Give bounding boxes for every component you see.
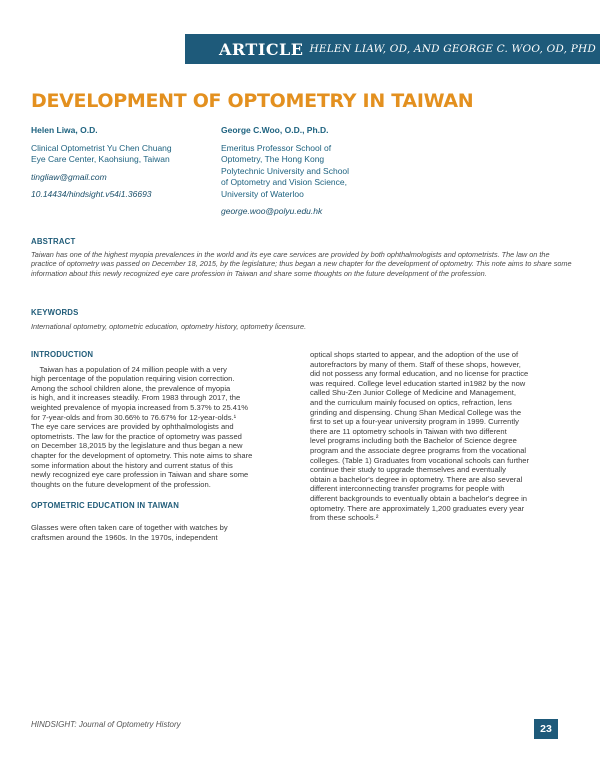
body-line: obtain a bachelor's degree in optometry. There are also several: [310, 474, 523, 484]
body-column-right: [310, 350, 572, 523]
body-line: newly recognized eye care profession in Taiwan and share some: [31, 470, 249, 480]
author-2-affiliation-line: Emeritus Professor School of: [221, 142, 332, 153]
body-line: optometry. There are approximately 1,200 graduates every year: [310, 503, 525, 513]
keywords-heading: KEYWORDS: [31, 308, 79, 317]
page-number: 23: [534, 719, 558, 739]
body-line: for 7-year-olds and from 30.66% to 76.67% for 12-year-olds.¹: [31, 412, 237, 422]
author-block-2: [221, 125, 401, 218]
article-banner: [185, 34, 600, 64]
abstract-text: Taiwan has one of the highest myopia prevalences in the world and its eye care services are provided by both ophthalmologists and optometrists. The law on the practice of optometry was passed on December 18, 2015, by the legislature; thus began a new chapter for the development of optometry. This note aims to share some information about this newly recognized eye care profession in Taiwan and share some thoughts on the future development of the profession.: [31, 250, 572, 278]
body-line: thoughts on the future development of the profession.: [31, 479, 211, 489]
body-line: colleges. (Table 1) Graduates from vocational schools can further: [310, 455, 530, 465]
body-line: Among the school children alone, the prevalence of myopia: [31, 383, 231, 393]
author-2-affiliation-line: University of Waterloo: [221, 188, 304, 199]
body-line: Taiwan has a population of 24 million people with a very: [31, 364, 227, 374]
body-line: different interconnecting transfer programs for people with: [310, 484, 505, 494]
author-1-name: Helen Liwa, O.D.: [31, 125, 98, 135]
author-2-affiliation-line: Polytechnic University and School: [221, 165, 350, 176]
body-line: level programs including both the Bachelor of Science degree: [310, 436, 517, 446]
body-line: weighted prevalence of myopia increased from 5.37% to 25.41%: [31, 402, 248, 412]
body-line: was required. College level education started in1982 by the now: [310, 378, 526, 388]
article-label: ARTICLE: [219, 39, 304, 59]
author-2-affiliation-line: Optometry, The Hong Kong: [221, 154, 325, 164]
body-line: Glasses were often taken care of together with watches by: [31, 522, 228, 532]
abstract-heading: ABSTRACT: [31, 237, 76, 246]
body-line: some information about the history and current status of this: [31, 460, 233, 470]
author-2-affiliation-line: of Optometry and Vision Science,: [221, 177, 347, 187]
body-line: autorefractors by many of them. Staff of these shops, however,: [310, 359, 521, 369]
body-line: is high, and it increases steadily. From 1983 through 2017, the: [31, 393, 241, 403]
body-line: there are 11 optometry schools in Taiwan with two different: [310, 426, 507, 436]
body-line: did not possess any formal education, and no license for practice: [310, 369, 529, 379]
body-line: called Shu-Zen Junior College of Medicine and Management,: [310, 388, 516, 398]
page-title: DEVELOPMENT OF OPTOMETRY IN TAIWAN: [31, 90, 474, 112]
keywords-text: International optometry, optometric education, optometry history, optometry licensure.: [31, 322, 307, 331]
body-line: continue their study to upgrade themselves and eventually: [310, 465, 506, 475]
body-line: first to set up a four-year university program in 1999. Currently: [310, 417, 519, 427]
body-line: optical shops started to appear, and the adoption of the use of: [310, 350, 519, 359]
body-line: different backgrounds to eventually obtain a bachelor's degree in: [310, 493, 528, 503]
author-1-affiliation-line: Clinical Optometrist Yu Chen Chuang: [31, 142, 172, 153]
body-column-left: [31, 350, 289, 542]
body-line: high percentage of the population requiring vision correction.: [31, 374, 235, 384]
body-line: grinding and dispensing. Chung Shan Medical College was the: [310, 407, 522, 417]
author-1-email-link[interactable]: tingliaw@gmail.com: [31, 171, 107, 182]
introduction-heading: INTRODUCTION: [31, 350, 94, 359]
header-authors: HELEN LIAW, OD, AND GEORGE C. WOO, OD, PHD: [309, 43, 596, 55]
body-line: craftsmen around the 1960s. In the 1970s, independent: [31, 532, 218, 542]
body-line: The eye care services are provided by ophthalmologists and: [31, 422, 234, 432]
body-line: from these schools.²: [310, 513, 379, 523]
education-heading: OPTOMETRIC EDUCATION IN TAIWAN: [31, 501, 180, 511]
body-line: program and the associate degree programs from the vocational: [310, 445, 527, 455]
author-block-1: [31, 125, 211, 201]
author-1-affiliation-line: Eye Care Center, Kaohsiung, Taiwan: [31, 154, 170, 164]
author-2-name: George C.Woo, O.D., Ph.D.: [221, 125, 329, 135]
body-line: optometrists. The law for the practice of optometry was passed: [31, 431, 242, 441]
author-2-email-link[interactable]: george.woo@polyu.edu.hk: [221, 206, 323, 216]
journal-footer: HINDSIGHT: Journal of Optometry History: [31, 720, 181, 729]
body-line: on December 18,2015 by the legislature and thus began a new: [31, 441, 243, 451]
doi-text: 10.14434/hindsight.v54i1.36693: [31, 189, 152, 199]
body-line: chapter for the development of optometry. This note aims to share: [31, 450, 253, 460]
body-line: and the curriculum mainly focused on optics, refraction, lens: [310, 397, 512, 407]
